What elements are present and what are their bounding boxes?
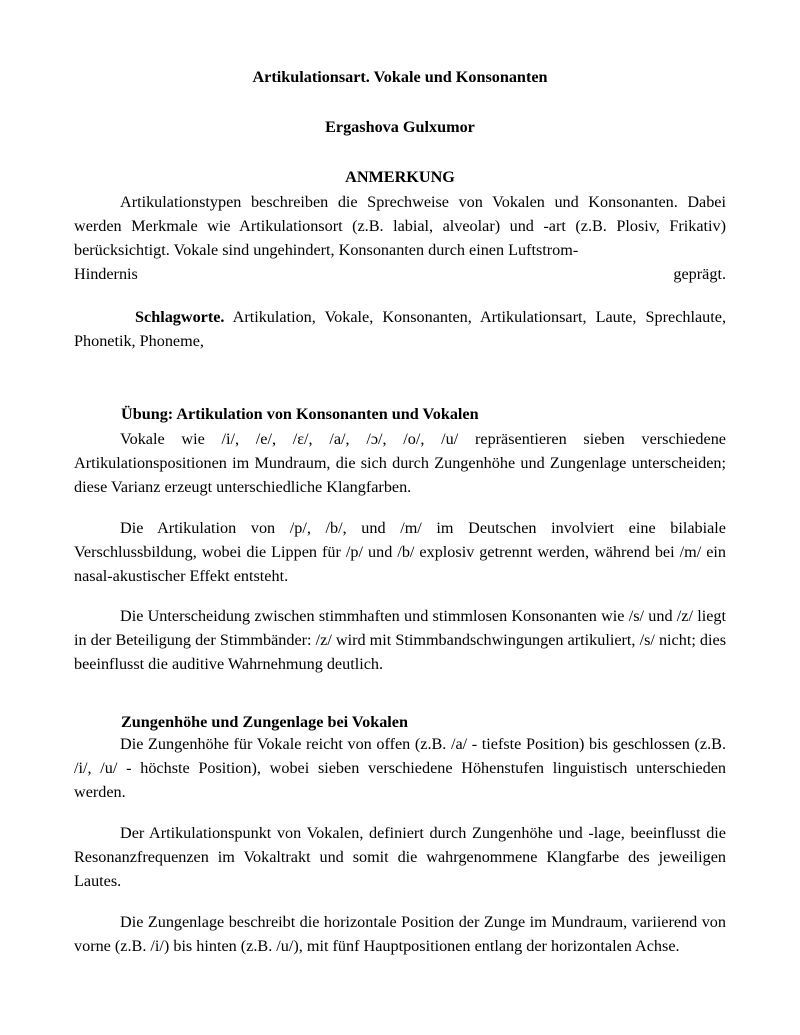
keywords-text: Artikulation, Vokale, Konsonanten, Artikulationsart, Laute, Sprechlaute, Phonetik, Phoneme, (74, 308, 726, 350)
section1-paragraph-1: Vokale wie /i/, /e/, /ɛ/, /a/, /ɔ/, /o/, /u/ repräsentieren sieben verschiedene Artikulationspositionen im Mundraum, die sich durch Zungenhöhe und Zungenlage unterscheiden; diese Varianz erzeugt unterschiedliche Klangfarben. (74, 430, 726, 496)
section2-paragraph-2: Der Artikulationspunkt von Vokalen, definiert durch Zungenhöhe und -lage, beeinflusst die Resonanzfrequenzen im Vokaltrakt und somit die wahrgenommene Klangfarbe des jeweiligen Lautes. (74, 824, 726, 890)
abstract-text (74, 190, 726, 262)
section2-paragraph-1: Die Zungenhöhe für Vokale reicht von offen (z.B. /a/ - tiefste Position) bis geschlossen (z.B. /i/, /u/ - höchste Position), wobei sieben verschiedene Höhenstufen linguistisch unterschieden werden. (74, 735, 726, 801)
abstract-text-main: Artikulationstypen beschreiben die Sprechweise von Vokalen und Konsonanten. Dabei werden Merkmale wie Artikulationsort (z.B. labial, alveolar) und -art (z.B. Plosiv, Frikativ) berücksichtigt. Vokale sind ungehindert, Konsonanten durch einen Luftstrom- (74, 193, 726, 259)
section2-paragraph-3: Die Zungenlage beschreibt die horizontale Position der Zunge im Mundraum, variierend von vorne (z.B. /i/) bis hinten (z.B. /u/), mit fünf Hauptpositionen entlang der horizontalen Achse. (74, 913, 726, 955)
abstract-heading: ANMERKUNG (345, 168, 455, 186)
abstract-text-end: Hindernis geprägt. (74, 265, 726, 283)
section2-heading: Zungenhöhe und Zungenlage bei Vokalen (121, 713, 408, 731)
section1-paragraph-2: Die Artikulation von /p/, /b/, und /m/ im Deutschen involviert eine bilabiale Verschlussbildung, wobei die Lippen für /p/ und /b/ explosiv getrennt werden, während bei /m/ ein nasal-akustischer Effekt entsteht. (74, 519, 726, 585)
section1-paragraph-3: Die Unterscheidung zwischen stimmhaften und stimmlosen Konsonanten wie /s/ und /z/ liegt in der Beteiligung der Stimmbänder: /z/ wird mit Stimmbandschwingungen artikuliert, /s/ nicht; dies beeinflusst die auditive Wahrnehmung deutlich. (74, 607, 726, 673)
keywords (74, 305, 726, 353)
document-title: Artikulationsart. Vokale und Konsonanten (252, 68, 548, 86)
section1-heading: Übung: Artikulation von Konsonanten und Vokalen (121, 405, 479, 423)
author-name: Ergashova Gulxumor (325, 118, 475, 136)
keywords-label: Schlagworte. (135, 308, 225, 326)
